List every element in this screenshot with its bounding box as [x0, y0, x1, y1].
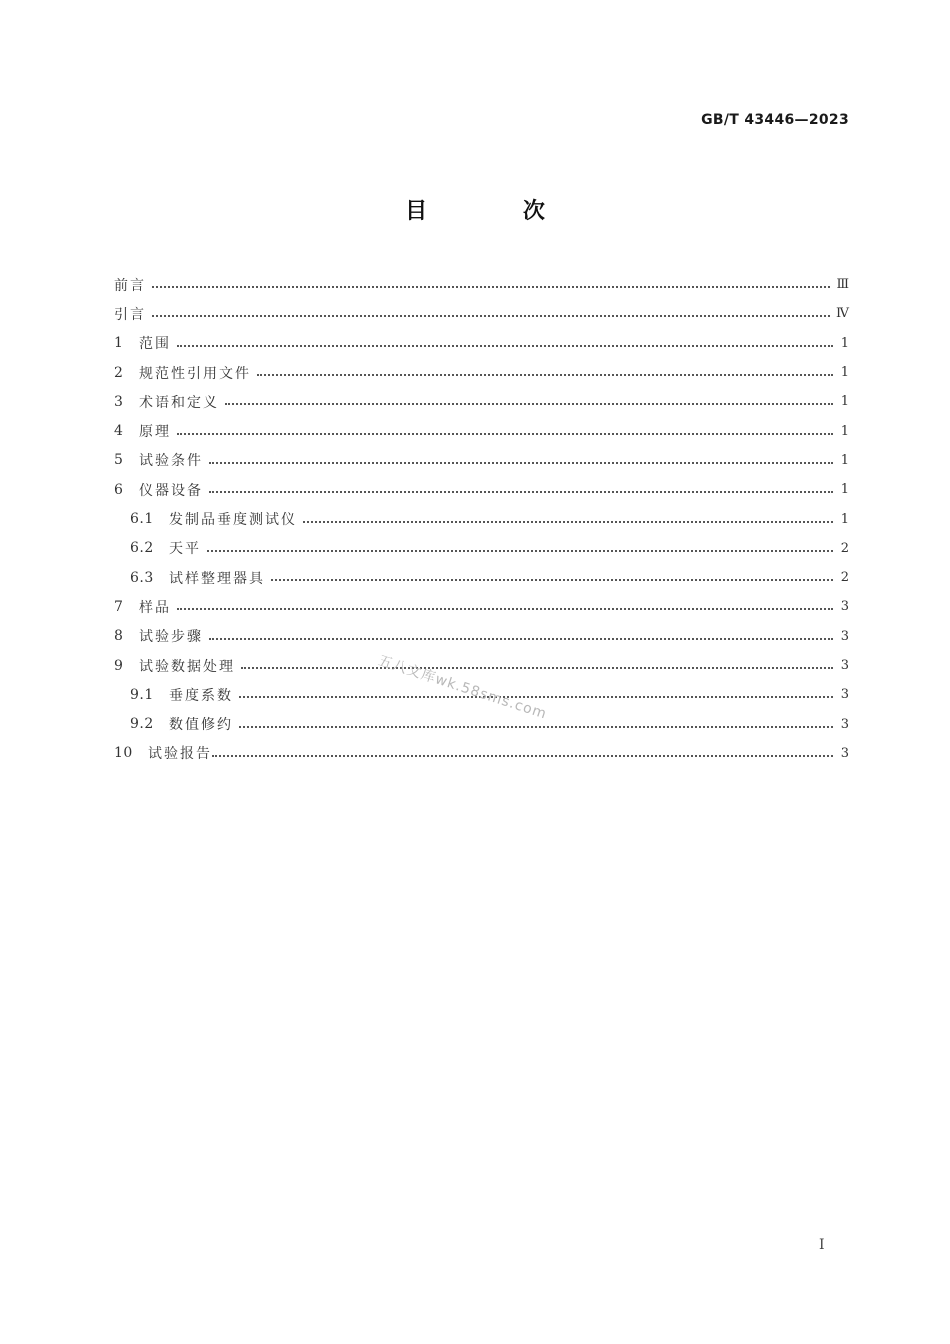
- toc-entry-number: 8: [114, 628, 124, 645]
- toc-leader-dots: [177, 432, 833, 435]
- toc-leader-dots: [212, 754, 833, 757]
- toc-entry-page: 2: [840, 570, 849, 586]
- toc-entry-6-1[interactable]: [114, 504, 849, 533]
- toc-entry-8[interactable]: [114, 622, 849, 651]
- toc-entry-page: 1: [840, 394, 849, 410]
- toc-entry-text: 前言: [114, 277, 146, 294]
- toc-entry-foreword[interactable]: [114, 270, 849, 299]
- toc-entry-text: 试样整理器具: [169, 570, 265, 587]
- toc-entry-number: 6.2: [130, 540, 154, 557]
- toc-entry-page: 3: [840, 716, 849, 732]
- toc-entry-text: 规范性引用文件: [139, 365, 251, 382]
- toc-leader-dots: [257, 373, 833, 376]
- toc-entry-number: 9.1: [130, 686, 154, 703]
- toc-entry-6-3[interactable]: [114, 563, 849, 592]
- toc-entry-number: 6: [114, 481, 124, 498]
- toc-leader-dots: [303, 520, 833, 523]
- toc-entry-6[interactable]: [114, 475, 849, 504]
- toc-entry-text: 数值修约: [169, 717, 233, 734]
- toc-entry-page: 1: [840, 335, 849, 351]
- toc-entry-number: 2: [114, 364, 124, 381]
- toc-entry-text: 发制品垂度测试仪: [169, 512, 297, 529]
- toc-entry-text: 样品: [139, 599, 171, 616]
- toc-entry-number: 3: [114, 393, 124, 410]
- toc-entry-6-2[interactable]: [114, 534, 849, 563]
- toc-entry-3[interactable]: [114, 387, 849, 416]
- toc-entry-9-2[interactable]: [114, 709, 849, 738]
- toc-entry-10[interactable]: [114, 739, 849, 768]
- toc-entry-page: 3: [840, 658, 849, 673]
- toc-entry-text: 试验报告: [148, 746, 212, 763]
- toc-entry-page: 3: [840, 599, 849, 615]
- toc-entry-number: 9: [114, 657, 124, 674]
- toc-entry-2[interactable]: [114, 358, 849, 387]
- toc-entry-7[interactable]: [114, 592, 849, 621]
- toc-entry-number: 4: [114, 423, 124, 440]
- toc-entry-text: 原理: [139, 424, 171, 441]
- toc-entry-number: 6.1: [130, 511, 154, 528]
- toc-leader-dots: [207, 549, 833, 552]
- toc-entry-number: 7: [114, 598, 124, 615]
- toc-leader-dots: [225, 402, 833, 405]
- toc-entry-4[interactable]: [114, 416, 849, 445]
- toc-entry-text: 试验条件: [139, 453, 203, 470]
- page-title: 目 次: [405, 199, 589, 224]
- toc-leader-dots: [209, 490, 833, 493]
- toc-leader-dots: [177, 344, 833, 347]
- page-number: I: [819, 1237, 825, 1253]
- toc-entry-number: 5: [114, 452, 124, 469]
- toc-entry-number: 6.3: [130, 569, 154, 586]
- toc-entry-page: Ⅲ: [836, 277, 849, 293]
- toc-entry-text: 试验数据处理: [139, 658, 235, 675]
- standard-code: GB/T 43446—2023: [701, 112, 849, 128]
- toc-leader-dots: [241, 666, 833, 669]
- toc-entry-1[interactable]: [114, 329, 849, 358]
- toc-entry-text: 垂度系数: [169, 687, 233, 704]
- toc-entry-page: 1: [840, 452, 849, 468]
- toc-entry-page: 1: [840, 423, 849, 439]
- toc-leader-dots: [177, 607, 833, 610]
- toc-leader-dots: [239, 725, 833, 728]
- toc-entry-page: 2: [840, 540, 849, 556]
- toc-leader-dots: [239, 695, 833, 698]
- toc-leader-dots: [209, 637, 833, 640]
- toc-entry-page: 1: [840, 511, 849, 527]
- toc-entry-text: 范围: [139, 336, 171, 353]
- toc-entry-page: 1: [840, 482, 849, 498]
- toc-entry-page: 3: [840, 687, 849, 703]
- toc-entry-text: 天平: [169, 541, 201, 558]
- toc-entry-page: Ⅳ: [836, 306, 849, 322]
- toc-leader-dots: [152, 314, 830, 317]
- toc-leader-dots: [271, 578, 833, 581]
- toc-entry-9[interactable]: [114, 651, 849, 680]
- watermark: 五八文库wk.58sms.com: [376, 652, 549, 723]
- toc-entry-number: 9.2: [130, 716, 154, 733]
- toc-entry-page: 3: [840, 628, 849, 644]
- toc-entry-text: 仪器设备: [139, 482, 203, 499]
- toc-entry-introduction[interactable]: [114, 299, 849, 328]
- toc-entry-number: 1: [114, 335, 124, 352]
- toc-entry-number: 10: [114, 745, 133, 762]
- toc-entry-page: 3: [840, 745, 849, 761]
- toc-leader-dots: [209, 461, 833, 464]
- toc-entry-text: 引言: [114, 306, 146, 323]
- toc-leader-dots: [152, 285, 830, 288]
- toc-entry-text: 试验步骤: [139, 629, 203, 646]
- toc-entry-page: 1: [840, 365, 849, 381]
- toc-entry-text: 术语和定义: [139, 394, 219, 411]
- toc-entry-5[interactable]: [114, 446, 849, 475]
